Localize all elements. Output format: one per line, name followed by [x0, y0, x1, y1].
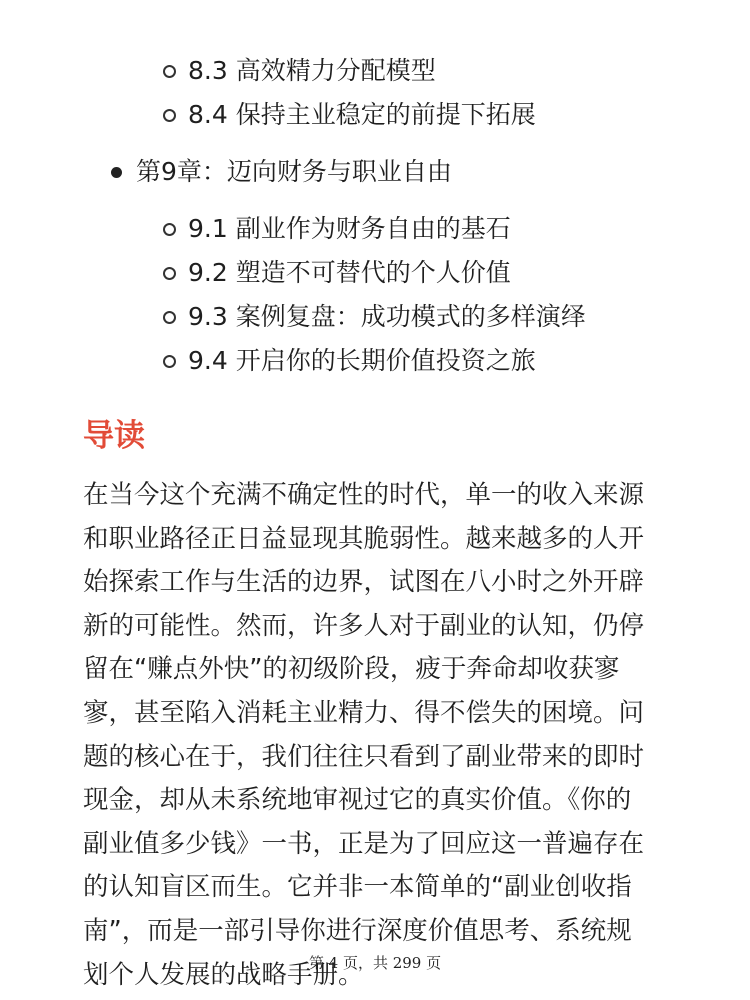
paragraph-line: 始探索工作与生活的边界，试图在八小时之外开辟	[83, 567, 645, 598]
paragraph-line: 题的核心在于，我们往往只看到了副业带来的即时	[83, 741, 645, 772]
toc-subsection-list-chapter8	[0, 49, 750, 137]
toc-item-label: 9.3 案例复盘：成功模式的多样演绎	[188, 302, 586, 331]
toc-chapter-title: 第9章：迈向财务与职业自由	[136, 157, 452, 186]
hollow-bullet-icon	[163, 311, 176, 324]
toc-subsection-list-chapter9	[0, 207, 750, 383]
section-heading: 导读	[83, 418, 145, 454]
toc-item-8-3[interactable]	[0, 49, 750, 93]
paragraph-line: 划个人发展的战略手册。	[83, 959, 364, 990]
toc-item-label: 9.4 开启你的长期价值投资之旅	[188, 346, 536, 375]
hollow-bullet-icon	[163, 267, 176, 280]
paragraph-line: 在当今这个充满不确定性的时代，单一的收入来源	[83, 480, 645, 510]
toc-item-label: 8.4 保持主业稳定的前提下拓展	[188, 100, 536, 129]
hollow-bullet-icon	[163, 109, 176, 122]
filled-bullet-icon	[111, 167, 122, 178]
toc-item-label: 9.2 塑造不可替代的个人价值	[188, 258, 511, 287]
paragraph-line: 副业值多少钱》一书，正是为了回应这一普遍存在	[83, 828, 645, 859]
toc-item-label: 8.3 高效精力分配模型	[188, 56, 436, 85]
paragraph-line: 的认知盲区而生。它并非一本简单的“副业创收指	[83, 872, 632, 903]
paragraph-line: 和职业路径正日益显现其脆弱性。越来越多的人开	[83, 523, 645, 554]
intro-paragraph	[83, 474, 683, 997]
toc-chapter-9[interactable]	[0, 150, 750, 194]
toc-item-9-2[interactable]	[0, 251, 750, 295]
page-number-footer: 第 4 页，共 299 页	[308, 954, 442, 972]
paragraph-line: 留在“赚点外快”的初级阶段，疲于奔命却收获寥	[83, 654, 620, 685]
toc-item-9-1[interactable]	[0, 207, 750, 251]
paragraph-line: 新的可能性。然而，许多人对于副业的认知，仍停	[83, 610, 645, 641]
hollow-bullet-icon	[163, 65, 176, 78]
toc-item-label: 9.1 副业作为财务自由的基石	[188, 214, 511, 243]
toc-item-8-4[interactable]	[0, 93, 750, 137]
toc-item-9-4[interactable]	[0, 339, 750, 383]
hollow-bullet-icon	[163, 355, 176, 368]
paragraph-line: 现金，却从未系统地审视过它的真实价值。《你的	[83, 785, 632, 816]
hollow-bullet-icon	[163, 223, 176, 236]
paragraph-line: 南”，而是一部引导你进行深度价值思考、系统规	[83, 915, 632, 946]
toc-item-9-3[interactable]	[0, 295, 750, 339]
paragraph-line: 寥，甚至陷入消耗主业精力、得不偿失的困境。问	[83, 697, 645, 728]
